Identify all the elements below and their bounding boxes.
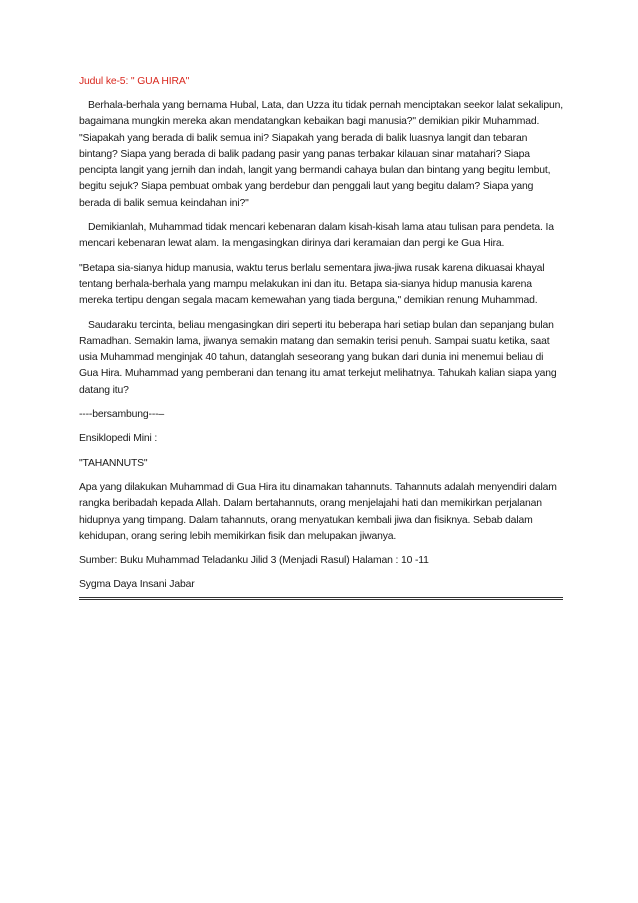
paragraph-saudaraku: Saudaraku tercinta, beliau mengasingkan diri seperti itu beberapa hari setiap bulan dan sepanjang bulan Ramadhan. Semakin lama, jiwanya semakin matang dan semakin terisi penuh. Sampai suatu ketika, saat usia Muhammad menginjak 40 tahun, datanglah seseorang yang bukan dari dunia ini menemui beliau di Gua Hira. Muhammad yang pemberani dan tenang itu amat terkejut melihatnya. Tahukah kalian siapa yang datang itu? bbox=[79, 319, 557, 396]
footer-divider bbox=[79, 597, 563, 600]
paragraph-betapa: "Betapa sia-sianya hidup manusia, waktu terus berlalu sementara jiwa-jiwa rusak karena dikuasai khayal tentang berhala-berhala yang mampu melakukan ini dan itu. Betapa sia-sianya hidup manusia karena mereka tertipu dengan segala macam kemewahan yang tiada berguna," demikian renung Muhammad. bbox=[79, 262, 545, 307]
document-title: Judul ke-5: " GUA HIRA" bbox=[79, 76, 190, 87]
source-citation: Sumber: Buku Muhammad Teladanku Jilid 3 (Menjadi Rasul) Halaman : 10 -11 bbox=[79, 555, 429, 567]
mini-encyclopedia-heading: Ensiklopedi Mini : bbox=[79, 433, 158, 445]
publisher-credit: Sygma Daya Insani Jabar bbox=[79, 579, 195, 591]
term-definition: Apa yang dilakukan Muhammad di Gua Hira itu dinamakan tahannuts. Tahannuts adalah menyendiri dalam rangka beribadah kepada Allah. Dalam bertahannuts, orang menjelajahi hati dan memikirkan perjalanan hidupnya yang timpang. Dalam tahannuts, orang menyatukan kembali jiwa dan fisiknya. Sebab dalam kehidupan, orang sering lebih memikirkan fisik dan melupakan jiwanya. bbox=[79, 481, 557, 542]
paragraph-berhala: Berhala-berhala yang bernama Hubal, Lata, dan Uzza itu tidak pernah menciptakan seekor lalat sekalipun, bagaimana mungkin mereka akan mendatangkan kebaikan bagi manusia?" demikian pikir Muhammad. "Siapakah yang berada di balik semua ini? Siapakah yang berada di balik luasnya langit dan tebaran bintang? Siapa yang berada di balik padang pasir yang panas terbakar kilauan sinar matahari? Siapa pencipta langit yang jernih dan indah, langit yang bermandi cahaya bulan dan bintang yang begitu lembut, begitu sejuk? Siapa pembuat ombak yang berdebur dan penggali laut yang begitu dalam? Siapa yang berada di balik semua keindahan ini?" bbox=[79, 100, 563, 209]
paragraph-demikianlah: Demikianlah, Muhammad tidak mencari kebenaran dalam kisah-kisah lama atau tulisan para pendeta. Ia mencari kebenaran lewat alam. Ia mengasingkan dirinya dari keramaian dan pergi ke Gua Hira. bbox=[79, 222, 554, 250]
document-page bbox=[79, 74, 563, 600]
continued-marker: ----bersambung---– bbox=[79, 409, 165, 421]
term-heading: "TAHANNUTS" bbox=[79, 457, 148, 469]
